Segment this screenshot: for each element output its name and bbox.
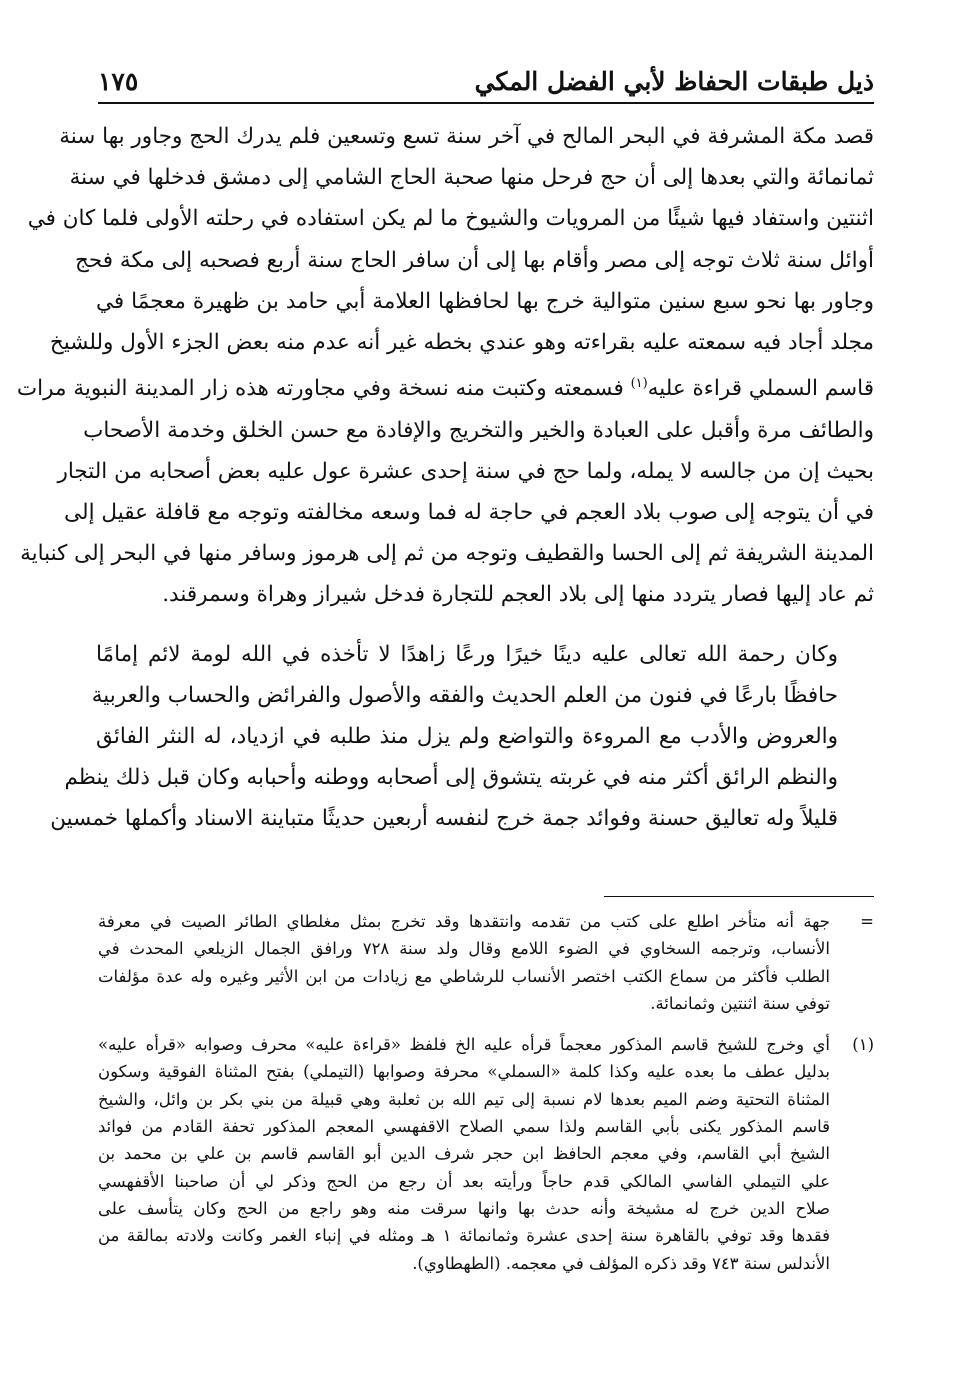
main-text [16, 116, 874, 840]
footnote-line: قاسم المذكور يكنى بأبي القاسم ولذا سمي الصلاح الاقفهسي المعجم المذكور تحفة القادم من فوائد [98, 1117, 830, 1137]
text-line: أوائل سنة ثلاث توجه إلى مصر وأقام بها إلى أن سافر الحاج سنة أربع فصحبه إلى مكة فحج [75, 247, 874, 273]
footnote-text [98, 1031, 830, 1277]
text-line: مجلد أجاد فيه سمعته عليه بقراءته وهو عندي بخطه غير أنه عدم منه بعض الجزء الأول وللشيخ [49, 330, 874, 356]
text-line: والنظم الرائق أكثر منه في غربته يتشوق إلى أصحابه ووطنه وأحبابه وكان قبل ذلك ينظم [64, 765, 838, 791]
footnote-line: الشيخ أبي القاسم، وفي معجم الحافظ ابن حجر شرف الدين أبو القاسم قاسم بن علي بن محمد بن [98, 1144, 830, 1164]
text-line: ثم عاد إليها فصار يتردد منها إلى بلاد العجم للتجارة فدخل شيراز وهراة وسمرقند. [162, 582, 874, 608]
footnote-line: فقدها وقد توفي بالقاهرة سنة إحدى عشرة وثمانمائة ١ هـ ومثله في إنباء الغمر وكانت ولادته بمالقة من [98, 1226, 831, 1246]
text-line: ثمانمائة والتي بعدها إلى أن حج فرحل منها صحبة الحاج الشامي إلى دمشق فدخلها في سنة [69, 165, 874, 191]
footnote [98, 908, 874, 1017]
text-line: بحيث إن من جالسه لا يمله، ولما حج في سنة إحدى عشرة عول عليه بعض أصحابه من التجار [57, 458, 874, 484]
running-header [98, 52, 874, 104]
footnote-line: توفي سنة اثنتين وثمانمائة. [650, 993, 830, 1013]
text-line: وجاور بها نحو سبع سنين متوالية خرج بها لحافظها العلامة أبي حامد بن ظهيرة معجمًا في [96, 288, 874, 314]
footnote-line: الأندلس سنة ٧٤٣ وقد ذكره المؤلف في معجمه. (الطهطاوي). [412, 1253, 830, 1273]
footnote-mark: (١) [852, 1035, 874, 1055]
text-line [16, 363, 874, 409]
text-line: المدينة الشريفة ثم إلى الحسا والقطيف وتوجه من ثم إلى هرموز وسافر منها في البحر إلى كنباية [20, 541, 874, 567]
text-line: في أن يتوجه إلى صوب بلاد العجم في حاجة له فما وسعه مخالفته وتوجه مع قافلة عقيل إلى [64, 499, 874, 525]
footnote-ref[interactable]: (١) [630, 376, 648, 392]
footnote-line: الطلب فأكثر من سماع الكتب اختصر الأنساب للرشاطي مع زيادات من ابن الأثير وغيره وله عدة مؤلفات [98, 966, 830, 986]
text-line: والعروض والأدب مع المروءة والتواضع ولم يزل منذ طلبه في ازدياد، له النثر الفائق [96, 724, 838, 749]
text-line: وكان رحمة الله تعالى عليه دينًا خيرًا ورعًا زاهدًا لا تأخذه في الله لومة لائم إمامًا [96, 641, 838, 667]
text-segment: فسمعته وكتبت منه نسخة وفي مجاورته هذه زار المدينة النبوية مرات [16, 376, 624, 402]
paragraph-1 [16, 116, 874, 616]
footnote-line: جهة أنه متأخر اطلع على كتب من تقدمه وانتقدها وقد تخرج بمثل مغلطاي الطائر الصيت في معرفة [98, 912, 830, 931]
text-line: حافظًا بارعًا في فنون من العلم الحديث والفقه والأصول والفرائض والحساب والعربية [91, 682, 838, 708]
text-line: قصد مكة المشرفة في البحر المالح في آخر سنة تسع وتسعين فلم يدرك الحج وجاور بها سنة [59, 124, 874, 149]
footnote-separator [604, 896, 874, 897]
text-line: والطائف مرة وأقبل على العبادة والخير والتخريج والإفادة مع حسن الخلق وخدمة الأصحاب [83, 417, 874, 443]
text-segment: قاسم السملي قراءة عليه [647, 376, 874, 402]
text-line: قليلاً وله تعاليق حسنة وفوائد جمة خرج لنفسه أربعين حديثًا متباينة الاسناد وأكملها خمسين [50, 806, 838, 832]
footnotes [98, 908, 874, 1291]
footnote-line: أي وخرج للشيخ قاسم المذكور معجماً قرأه عليه الخ فلفظ «قراءة عليه» محرف وصوابه «قرأه عليه» [98, 1035, 830, 1055]
footnote-text [98, 908, 830, 1017]
footnote-line: المثناة التحتية وضم الميم بعدها لام نسبة إلى تيم الله بن ثعلبة وهي قبيلة من بني بكر بن وائل، والشيخ [98, 1089, 830, 1109]
paragraph-2 [50, 634, 874, 840]
header-title: ذيل طبقات الحفاظ لأبي الفضل المكي [474, 67, 874, 96]
footnote-line: صلاح الدين خرج له مشيخة وأنه حدث بها وانها سرقت منه وهو راجع من الحج وكان يتأسف على [98, 1198, 830, 1218]
footnote-mark: = [860, 912, 874, 931]
footnote [98, 1031, 874, 1277]
footnote-line: بدليل عطف ما بعده عليه وكذا كلمة «السملي» محرفة وصوابها (التيملي) بفتح المثناة الفوقية وسكون [98, 1062, 830, 1082]
page-number: ١٧٥ [98, 67, 139, 96]
footnote-line: الأنساب، وترجمه السخاوي في الضوء اللامع وقال ولد سنة ٧٢٨ ورافق الجمال الزيلعي المحدث في [98, 939, 830, 959]
footnote-line: علي التيملي الفاسي المالكي قدم حاجاً ورأيته بعد أن رجع من الحج وذكر لي أن صاحبنا الأقفهسي [98, 1171, 830, 1191]
text-line: اثنتين واستفاد فيها شيئًا من المرويات والشيوخ ما لم يكن استفاده في رحلته الأولى فلما كان في [27, 206, 874, 232]
